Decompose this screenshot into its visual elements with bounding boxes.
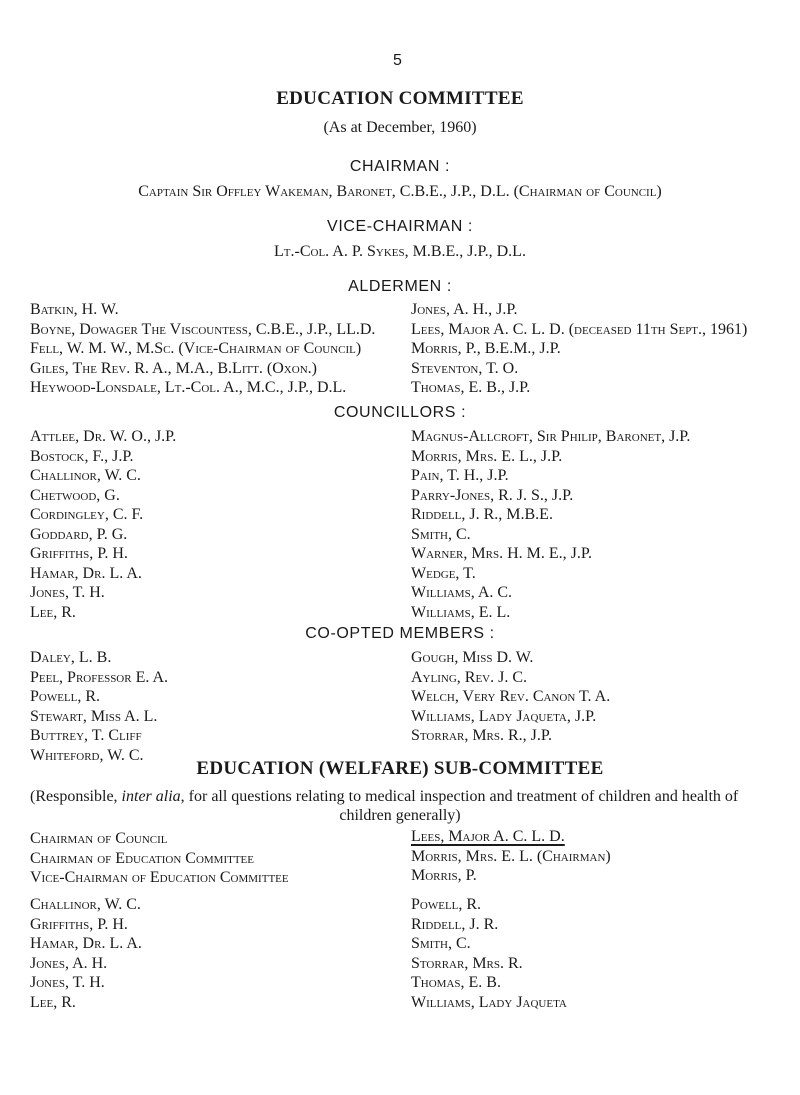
- councillors-heading: COUNCILLORS :: [333, 404, 467, 421]
- list-item: Warner, Mrs. H. M. E., J.P.: [411, 545, 592, 562]
- list-item: Chairman of Education Committee: [30, 849, 254, 867]
- list-item: Morris, P.: [411, 867, 477, 884]
- councillors-left-list: [30, 427, 176, 622]
- list-item: Buttrey, T. Cliff: [30, 727, 142, 744]
- welfare-note-line1: [30, 787, 796, 807]
- list-item: Heywood-Lonsdale, Lt.-Col. A., M.C., J.P., D.L.: [30, 379, 347, 396]
- list-item: Chetwood, G.: [30, 486, 120, 504]
- list-item: Magnus-Allcroft, Sir Philip, Baronet, J.P.: [411, 428, 691, 445]
- list-item: Vice-Chairman of Education Committee: [30, 869, 289, 886]
- list-item: Williams, Lady Jaqueta, J.P.: [411, 707, 597, 725]
- list-item: Fell, W. M. W., M.Sc. (Vice-Chairman of Council): [30, 340, 362, 357]
- list-item: Griffiths, P. H.: [30, 545, 128, 562]
- list-item: Steventon, T. O.: [411, 359, 519, 377]
- list-item: Powell, R.: [30, 688, 101, 705]
- welfare-note-pre: (Responsible,: [30, 788, 122, 805]
- list-item: Daley, L. B.: [30, 649, 112, 666]
- welfare-officers-list: [30, 829, 289, 888]
- list-item: Ayling, Rev. J. C.: [411, 668, 528, 686]
- list-item: Stewart, Miss A. L.: [30, 707, 158, 725]
- list-item: Challinor, W. C.: [30, 467, 141, 484]
- list-item: Riddell, J. R.: [411, 915, 499, 933]
- list-item: Cordingley, C. F.: [30, 506, 144, 523]
- list-item: Williams, Lady Jaqueta: [411, 993, 567, 1011]
- co-opted-heading: CO-OPTED MEMBERS :: [305, 625, 495, 642]
- list-item: Storrar, Mrs. R.: [411, 954, 523, 972]
- list-item: Storrar, Mrs. R., J.P.: [411, 727, 553, 744]
- chairman-heading: CHAIRMAN :: [349, 158, 451, 175]
- list-item: Riddell, J. R., M.B.E.: [411, 506, 553, 523]
- list-item: Jones, T. H.: [30, 974, 105, 991]
- list-item: Chairman of Council: [30, 830, 168, 847]
- welfare-note-italic: inter alia: [121, 788, 181, 805]
- list-item: Lees, Major A. C. L. D. (deceased 11th Sept., 1961): [411, 320, 748, 338]
- list-item: Thomas, E. B., J.P.: [411, 379, 531, 396]
- date-note: (As at December, 1960): [323, 119, 477, 136]
- list-item: Jones, T. H.: [30, 584, 105, 601]
- list-item: Lee, R.: [30, 603, 76, 621]
- list-item: Pain, T. H., J.P.: [411, 467, 509, 484]
- list-item: Morris, Mrs. E. L. (Chairman): [411, 847, 611, 865]
- list-item: Parry-Jones, R. J. S., J.P.: [411, 486, 574, 504]
- page-title: EDUCATION COMMITTEE: [276, 88, 524, 109]
- co-opted-right-list: [411, 648, 610, 746]
- welfare-right-list-2: [411, 895, 567, 1012]
- list-item: Williams, E. L.: [411, 603, 511, 621]
- chairman-name: Captain Sir Offley Wakeman, Baronet, C.B.E., J.P., D.L. (Chairman of Council): [138, 183, 662, 200]
- list-item: Gough, Miss D. W.: [411, 649, 534, 666]
- list-item: Whiteford, W. C.: [30, 746, 144, 764]
- welfare-subcommittee-title: EDUCATION (WELFARE) SUB-COMMITTEE: [196, 758, 604, 779]
- list-item: Batkin, H. W.: [30, 301, 119, 318]
- welfare-note-line2: children generally): [339, 807, 461, 824]
- list-item: Thomas, E. B.: [411, 974, 501, 991]
- vice-chairman-name: Lt.-Col. A. P. Sykes, M.B.E., J.P., D.L.: [274, 243, 526, 260]
- aldermen-left-list: [30, 300, 375, 398]
- aldermen-heading: ALDERMEN :: [348, 278, 452, 295]
- welfare-left-list-2: [30, 895, 142, 1012]
- list-item: Jones, A. H.: [30, 954, 108, 972]
- list-item: Lees, Major A. C. L. D.: [411, 828, 565, 845]
- list-item: Giles, The Rev. R. A., M.A., B.Litt. (Oxon.): [30, 359, 317, 377]
- list-item: Peel, Professor E. A.: [30, 668, 169, 686]
- list-item: Griffiths, P. H.: [30, 915, 128, 933]
- welfare-right-list-1: [411, 827, 611, 886]
- list-item: Smith, C.: [411, 525, 471, 543]
- list-item: Hamar, Dr. L. A.: [30, 564, 142, 582]
- welfare-note-post: , for all questions relating to medical inspection and treatment of children and health of: [180, 788, 739, 805]
- list-item: Powell, R.: [411, 896, 482, 913]
- aldermen-right-list: [411, 300, 747, 398]
- list-item: Lee, R.: [30, 993, 76, 1011]
- list-item: Hamar, Dr. L. A.: [30, 935, 142, 952]
- list-item: Bostock, F., J.P.: [30, 447, 134, 465]
- list-item: Wedge, T.: [411, 564, 476, 582]
- list-item: Smith, C.: [411, 935, 471, 952]
- list-item: Jones, A. H., J.P.: [411, 301, 518, 318]
- list-item: Welch, Very Rev. Canon T. A.: [411, 688, 611, 705]
- list-item: Morris, P., B.E.M., J.P.: [411, 340, 561, 357]
- list-item: Challinor, W. C.: [30, 896, 141, 913]
- councillors-right-list: [411, 427, 690, 622]
- list-item: Williams, A. C.: [411, 584, 513, 601]
- list-item: Goddard, P. G.: [30, 525, 128, 543]
- list-item: Morris, Mrs. E. L., J.P.: [411, 447, 563, 465]
- vice-chairman-heading: VICE-CHAIRMAN :: [327, 218, 473, 235]
- list-item: Attlee, Dr. W. O., J.P.: [30, 428, 177, 445]
- list-item: Boyne, Dowager The Viscountess, C.B.E., J.P., LL.D.: [30, 320, 376, 338]
- page-number: 5: [393, 52, 402, 69]
- co-opted-left-list: [30, 648, 168, 765]
